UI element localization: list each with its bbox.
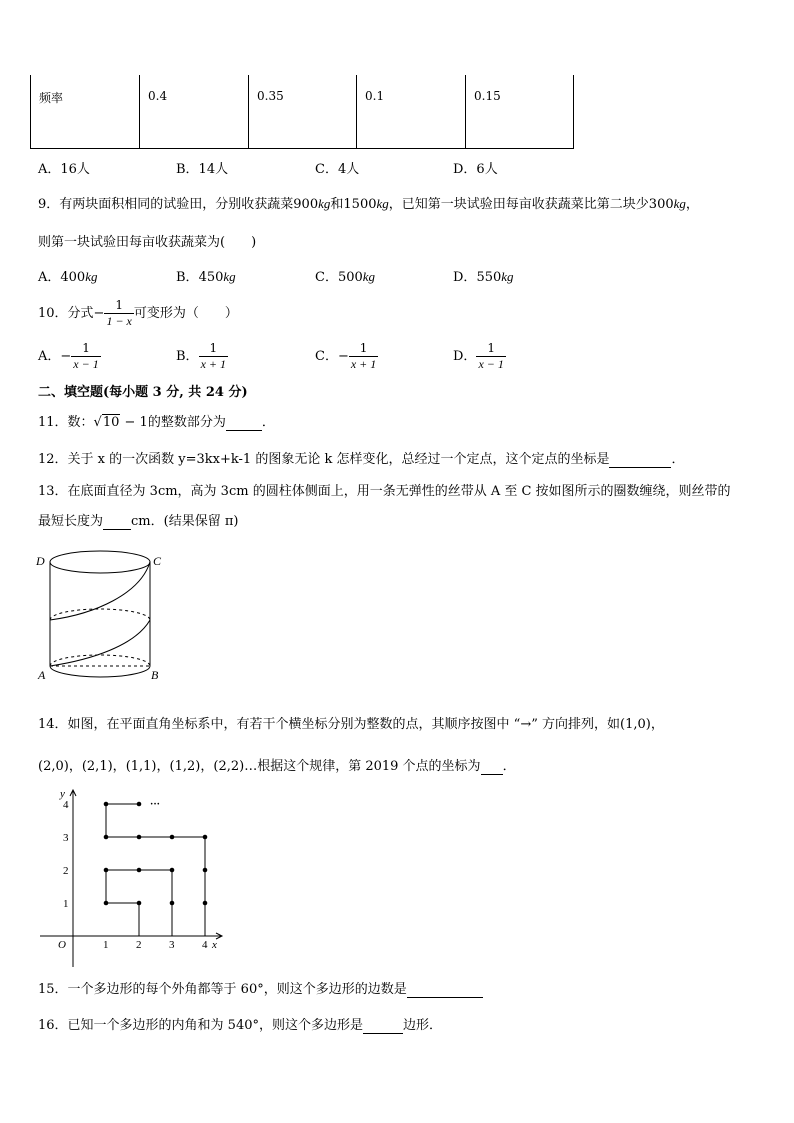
- q14-line1: [38, 713, 664, 732]
- y-axis-label: y: [60, 788, 65, 800]
- answer-blank[interactable]: [103, 514, 131, 530]
- table-cell: 0.35: [249, 75, 357, 148]
- lattice-point: [137, 901, 142, 906]
- q9-option-b: [176, 266, 236, 285]
- option-label: B．: [176, 270, 199, 285]
- table-row-label: 频率: [31, 75, 140, 148]
- q13-line1: 13．在底面直径为 3cm，高为 3cm 的圆柱体侧面上，用一条无弹性的丝带从 A 至 C 按如图所示的圈数缠绕，则丝带的: [38, 484, 731, 499]
- coordinate-graph: [36, 784, 236, 972]
- lattice-point: [170, 835, 175, 840]
- option-value: 550: [476, 270, 502, 285]
- answer-blank[interactable]: [407, 982, 483, 998]
- table-cell: 0.4: [140, 75, 249, 148]
- lattice-point: [137, 835, 142, 840]
- q13-line2: [38, 510, 238, 530]
- q14-text: …根据这个规律，第 2019 个点的坐标为: [244, 759, 481, 774]
- y-tick-label: 2: [63, 865, 69, 877]
- q9-option-c: [315, 266, 375, 285]
- lattice-point: [170, 868, 175, 873]
- option-label: A．: [38, 349, 61, 364]
- ribbon-lower: [50, 620, 150, 666]
- y-tick-label: 3: [63, 832, 69, 844]
- cylinder-mid-back: [50, 609, 150, 620]
- q16: [38, 1014, 442, 1034]
- q8-option-a: A．16人: [38, 162, 90, 177]
- lattice-point: [104, 802, 109, 807]
- q9-text: 和: [330, 197, 344, 212]
- option-value: 400: [60, 270, 86, 285]
- q15-text: 15．一个多边形的每个外角都等于 60°，则这个多边形的边数是: [38, 982, 407, 997]
- q9-unit: kg: [318, 196, 331, 211]
- q9-option-d: [453, 266, 514, 285]
- minus-sign: −: [60, 349, 72, 364]
- q12-text: 12．关于 x 的一次函数 y=3kx+k-1 的图象无论 k 怎样变化，总经过一个定点，这个定点的坐标是: [38, 452, 610, 467]
- q9-unit: kg: [223, 269, 236, 284]
- q10-text: 10．分式: [38, 306, 94, 321]
- section-heading: 二、填空题(每小题 3 分, 共 24 分): [38, 385, 248, 400]
- denominator: 1 − x: [106, 314, 132, 328]
- option-label: D．: [453, 349, 477, 364]
- q16-text: 16．已知一个多边形的内角和为 540°，则这个多边形是: [38, 1018, 363, 1033]
- q12: [38, 448, 684, 468]
- fraction: [71, 341, 100, 372]
- q9-text: 9．有两块面积相同的试验田，分别收获蔬菜: [38, 197, 294, 212]
- q10-option-c: [315, 341, 378, 372]
- cylinder-bottom-back: [50, 655, 150, 666]
- fraction: [104, 298, 133, 329]
- q9-text: ，已知第一块试验田每亩收获蔬菜比第二块少: [388, 197, 649, 212]
- q8-option-c: C．4人: [315, 162, 360, 177]
- q15: [38, 978, 483, 998]
- numerator: 1: [104, 298, 133, 314]
- lattice-point: [203, 868, 208, 873]
- option-value: 500: [337, 270, 363, 285]
- lattice-point: [170, 901, 175, 906]
- q14-text: ．: [502, 759, 516, 774]
- ribbon-upper: [50, 562, 150, 620]
- numerator: 1: [71, 341, 100, 357]
- minus-sign: −: [337, 349, 349, 364]
- q9-option-a: [38, 266, 98, 285]
- q14-text: ，: [112, 759, 126, 774]
- answer-blank[interactable]: [609, 452, 671, 468]
- label-c: C: [153, 554, 162, 568]
- origin-label: O: [58, 939, 66, 951]
- cylinder-figure: [30, 548, 170, 688]
- q12-text: ．: [671, 452, 685, 467]
- fraction: [476, 341, 505, 372]
- table-cell: 0.1: [357, 75, 466, 148]
- denominator: x − 1: [73, 357, 99, 371]
- denominator: x − 1: [478, 357, 504, 371]
- minus-sign: −: [93, 306, 105, 321]
- q11-text: 的整数部分为: [147, 415, 226, 430]
- denominator: x + 1: [200, 357, 226, 371]
- q10-option-d: [453, 341, 506, 372]
- q11-text: ．: [261, 415, 275, 430]
- q8-option-d: D．6人: [453, 162, 498, 177]
- answer-blank[interactable]: [226, 415, 262, 431]
- lattice-point: [137, 802, 142, 807]
- q9-line1: [38, 193, 699, 212]
- q10-option-b: [176, 341, 228, 372]
- q9-line2: 则第一块试验田每亩收获蔬菜为( ): [38, 235, 257, 250]
- q8-option-b: B．14人: [176, 162, 229, 177]
- lattice-point: [104, 835, 109, 840]
- q9-value-1: 900: [293, 197, 319, 212]
- q14-point: (1,0): [620, 717, 651, 732]
- lattice-point: [203, 901, 208, 906]
- q14-line2: [38, 755, 516, 775]
- q10-stem: [38, 298, 238, 329]
- q14-point: (1,2): [169, 759, 201, 774]
- q9-value-2: 1500: [343, 197, 377, 212]
- option-label: C．: [315, 349, 338, 364]
- q9-unit: kg: [673, 196, 686, 211]
- x-tick-label: 4: [202, 939, 208, 951]
- cylinder-bottom-front: [50, 666, 150, 677]
- numerator: 1: [349, 341, 378, 357]
- option-label: C．: [315, 270, 338, 285]
- option-label: B．: [176, 349, 199, 364]
- y-tick-label: 1: [63, 898, 69, 910]
- x-tick-label: 3: [169, 939, 175, 951]
- numerator: 1: [199, 341, 228, 357]
- x-tick-label: 2: [136, 939, 142, 951]
- q14-text: ，: [68, 759, 82, 774]
- q14-point: (1,1): [125, 759, 157, 774]
- q13-text: cm．(结果保留 π): [131, 514, 239, 529]
- q9-text: ，: [685, 197, 699, 212]
- numerator: 1: [476, 341, 505, 357]
- lattice-point: [203, 835, 208, 840]
- q11: [38, 411, 275, 431]
- option-label: A．: [38, 270, 61, 285]
- answer-blank[interactable]: [481, 759, 503, 775]
- label-b: B: [151, 668, 159, 682]
- q14-text: 14．如图，在平面直角坐标系中，有若干个横坐标分别为整数的点，其顺序按图中 “→” 方向排列，如: [38, 717, 620, 732]
- sqrt-symbol: √: [93, 415, 102, 430]
- q14-point: (2,0): [38, 759, 69, 774]
- denominator: x + 1: [350, 357, 377, 371]
- q10-option-a: [38, 341, 101, 372]
- option-label: D．: [453, 270, 477, 285]
- x-tick-label: 1: [103, 939, 109, 951]
- table-row: [31, 75, 574, 148]
- lattice-point: [137, 868, 142, 873]
- q16-text: 边形．: [403, 1018, 443, 1033]
- label-d: D: [36, 554, 45, 568]
- q9-value-3: 300: [648, 197, 674, 212]
- answer-blank[interactable]: [363, 1018, 403, 1034]
- radicand: 10: [102, 415, 120, 430]
- point-path: [106, 804, 205, 936]
- q14-text: ，: [650, 717, 664, 732]
- q14-text: ，: [156, 759, 170, 774]
- q14-point: (2,1): [81, 759, 113, 774]
- fraction: [349, 341, 378, 372]
- cylinder-top-ellipse: [50, 551, 150, 573]
- fraction: [199, 341, 228, 372]
- lattice-point: [104, 868, 109, 873]
- option-value: 450: [198, 270, 224, 285]
- table-cell: 0.15: [466, 75, 574, 148]
- q11-text: − 1: [120, 415, 148, 430]
- x-axis-label: x: [212, 939, 217, 951]
- y-tick-label: 4: [63, 799, 69, 811]
- label-a: A: [38, 668, 46, 682]
- ellipsis: ···: [150, 799, 161, 810]
- q9-unit: kg: [362, 269, 376, 284]
- q11-text: 11．数：: [38, 415, 94, 430]
- q14-text: ，: [200, 759, 214, 774]
- frequency-table: [30, 75, 574, 149]
- q9-unit: kg: [376, 196, 389, 211]
- q10-text: 可变形为（ ）: [133, 306, 238, 321]
- q9-unit: kg: [501, 269, 514, 284]
- q13-text: 最短长度为: [38, 514, 104, 529]
- lattice-point: [104, 901, 109, 906]
- q14-point: (2,2): [213, 759, 245, 774]
- q9-unit: kg: [85, 269, 98, 284]
